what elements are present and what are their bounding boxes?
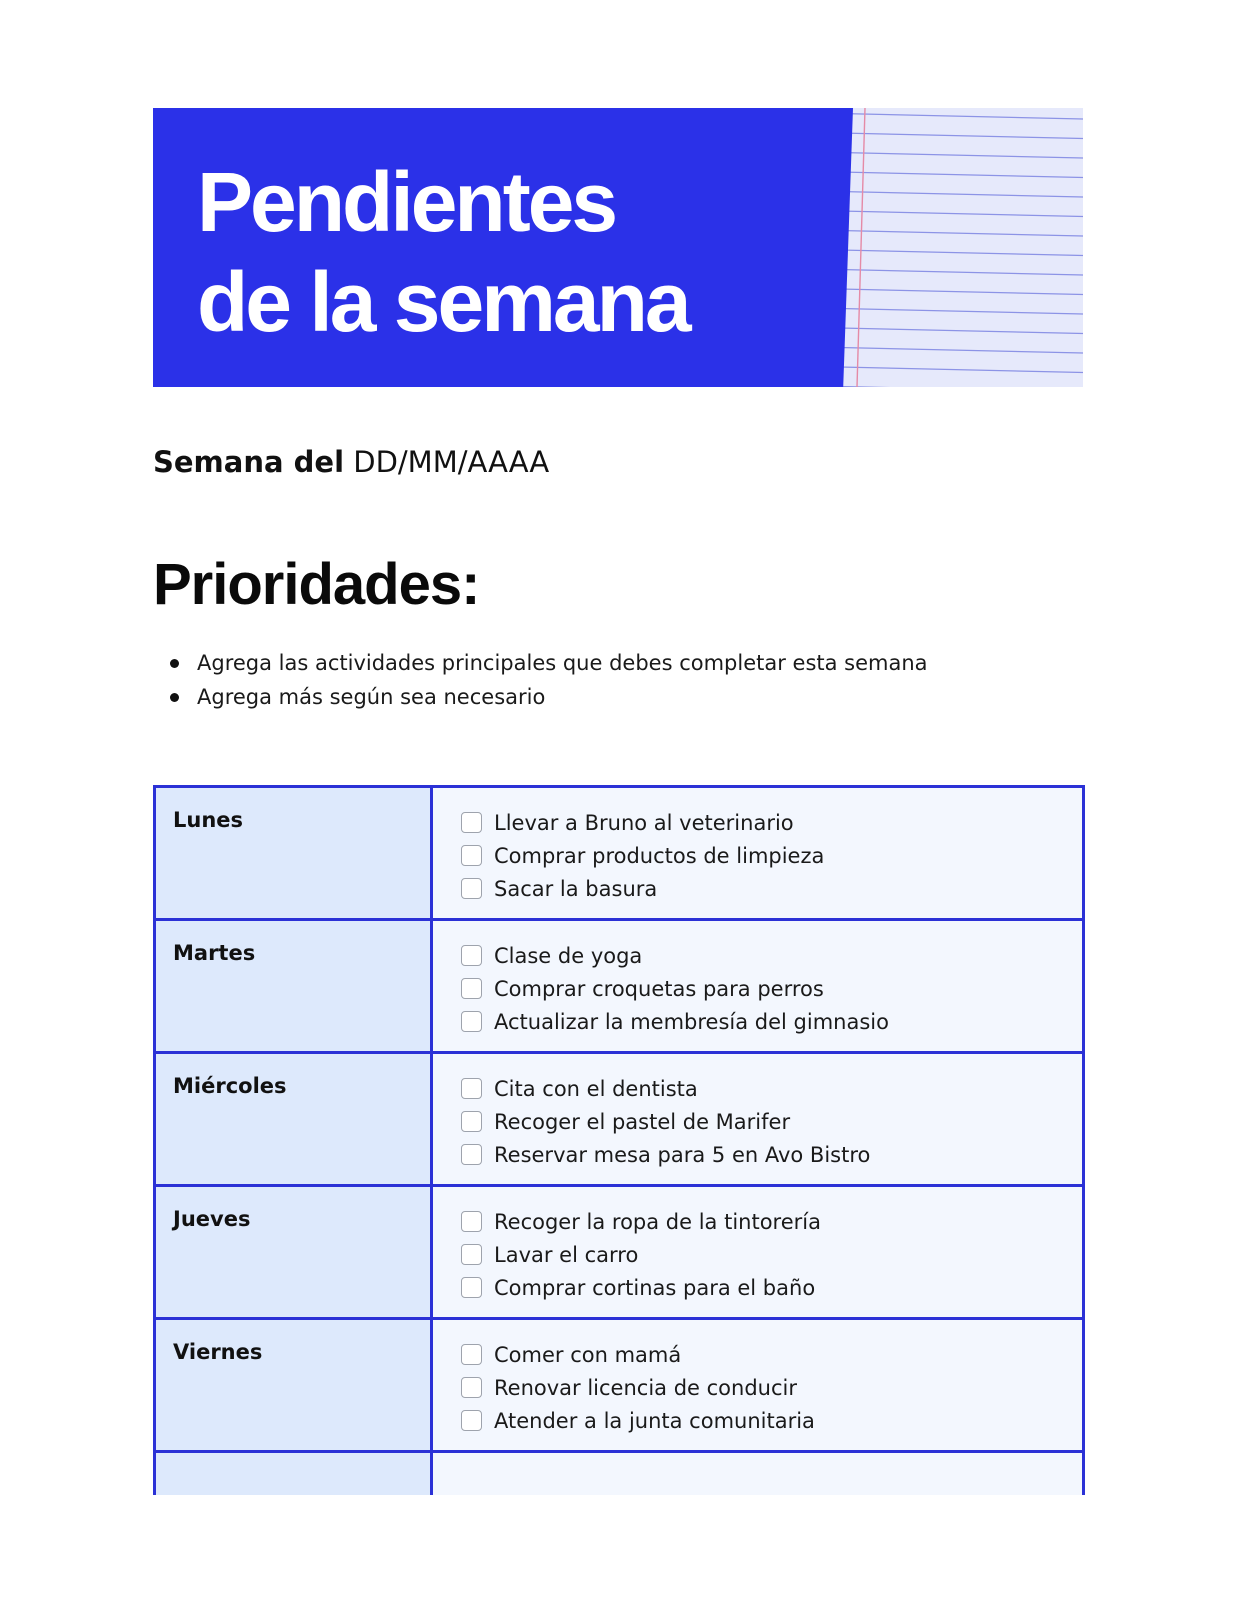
task-checkbox[interactable] — [461, 1078, 482, 1099]
days-table — [153, 785, 1085, 1495]
day-cell — [155, 1053, 432, 1186]
week-date-placeholder[interactable]: DD/MM/AAAA — [344, 445, 550, 479]
day-cell — [155, 1452, 432, 1496]
day-cell — [155, 1319, 432, 1452]
table-row — [155, 1053, 1084, 1186]
task-item — [461, 872, 1082, 905]
task-label: Clase de yoga — [494, 943, 643, 968]
task-checkbox[interactable] — [461, 1410, 482, 1431]
task-label: Cita con el dentista — [494, 1076, 698, 1101]
priority-item — [153, 680, 928, 714]
task-item — [461, 1105, 1082, 1138]
task-checkbox[interactable] — [461, 978, 482, 999]
table-row — [155, 787, 1084, 920]
task-checkbox[interactable] — [461, 812, 482, 833]
task-list — [433, 1054, 1082, 1171]
task-label: Lavar el carro — [494, 1242, 639, 1267]
priorities-heading: Prioridades: — [153, 552, 480, 617]
day-name: Martes — [173, 941, 256, 965]
weekly-schedule — [153, 785, 1085, 1495]
task-cell — [432, 1319, 1084, 1452]
task-checkbox[interactable] — [461, 1011, 482, 1032]
week-label: Semana del — [153, 445, 345, 479]
task-checkbox[interactable] — [461, 1344, 482, 1365]
task-checkbox[interactable] — [461, 1244, 482, 1265]
day-name: Jueves — [173, 1207, 251, 1231]
task-label: Reservar mesa para 5 en Avo Bistro — [494, 1142, 871, 1167]
day-name — [156, 1453, 430, 1471]
bullet-icon — [170, 693, 179, 702]
task-label: Atender a la junta comunitaria — [494, 1408, 815, 1433]
task-checkbox[interactable] — [461, 845, 482, 866]
task-label: Comprar croquetas para perros — [494, 976, 824, 1001]
task-item — [461, 1371, 1082, 1404]
week-of-line — [153, 444, 549, 480]
task-label: Sacar la basura — [494, 876, 658, 901]
table-row — [155, 920, 1084, 1053]
priority-item-text: Agrega las actividades principales que debes completar esta semana — [197, 651, 928, 675]
day-name: Miércoles — [173, 1074, 287, 1098]
task-item — [461, 806, 1082, 839]
task-checkbox[interactable] — [461, 1144, 482, 1165]
task-item — [461, 839, 1082, 872]
task-item — [461, 1138, 1082, 1171]
task-item — [461, 1005, 1082, 1038]
task-checkbox[interactable] — [461, 1111, 482, 1132]
task-cell — [432, 1452, 1084, 1496]
page-title-line-1: Pendientes — [197, 155, 616, 249]
day-cell — [155, 1186, 432, 1319]
day-name: Viernes — [173, 1340, 263, 1364]
priority-item — [153, 646, 928, 680]
priorities-list — [153, 646, 928, 714]
task-label: Recoger el pastel de Marifer — [494, 1109, 791, 1134]
task-cell — [432, 1186, 1084, 1319]
task-item — [461, 1271, 1082, 1304]
task-checkbox[interactable] — [461, 1377, 482, 1398]
header-banner — [153, 108, 1083, 387]
day-cell — [155, 787, 432, 920]
task-cell — [432, 1053, 1084, 1186]
task-item — [461, 1404, 1082, 1437]
task-item — [461, 1205, 1082, 1238]
day-cell — [155, 920, 432, 1053]
task-checkbox[interactable] — [461, 945, 482, 966]
page-title — [197, 152, 689, 352]
task-label: Actualizar la membresía del gimnasio — [494, 1009, 889, 1034]
task-list — [433, 1187, 1082, 1304]
day-name: Lunes — [173, 808, 244, 832]
task-label: Comprar productos de limpieza — [494, 843, 825, 868]
task-list — [433, 1320, 1082, 1437]
task-label: Recoger la ropa de la tintorería — [494, 1209, 821, 1234]
task-item — [461, 1338, 1082, 1371]
table-row — [155, 1319, 1084, 1452]
bullet-icon — [170, 659, 179, 668]
priority-item-text: Agrega más según sea necesario — [197, 685, 546, 709]
task-cell — [432, 920, 1084, 1053]
task-item — [461, 1238, 1082, 1271]
task-label: Renovar licencia de conducir — [494, 1375, 797, 1400]
task-checkbox[interactable] — [461, 1277, 482, 1298]
page-title-line-2: de la semana — [197, 255, 689, 349]
table-row — [155, 1186, 1084, 1319]
task-label: Comprar cortinas para el baño — [494, 1275, 816, 1300]
task-label: Comer con mamá — [494, 1342, 682, 1367]
task-item — [461, 1072, 1082, 1105]
task-checkbox[interactable] — [461, 878, 482, 899]
task-list — [433, 788, 1082, 905]
task-checkbox[interactable] — [461, 1211, 482, 1232]
table-row — [155, 1452, 1084, 1496]
task-list — [433, 921, 1082, 1038]
task-item — [461, 972, 1082, 1005]
task-label: Llevar a Bruno al veterinario — [494, 810, 794, 835]
task-cell — [432, 787, 1084, 920]
task-item — [461, 939, 1082, 972]
